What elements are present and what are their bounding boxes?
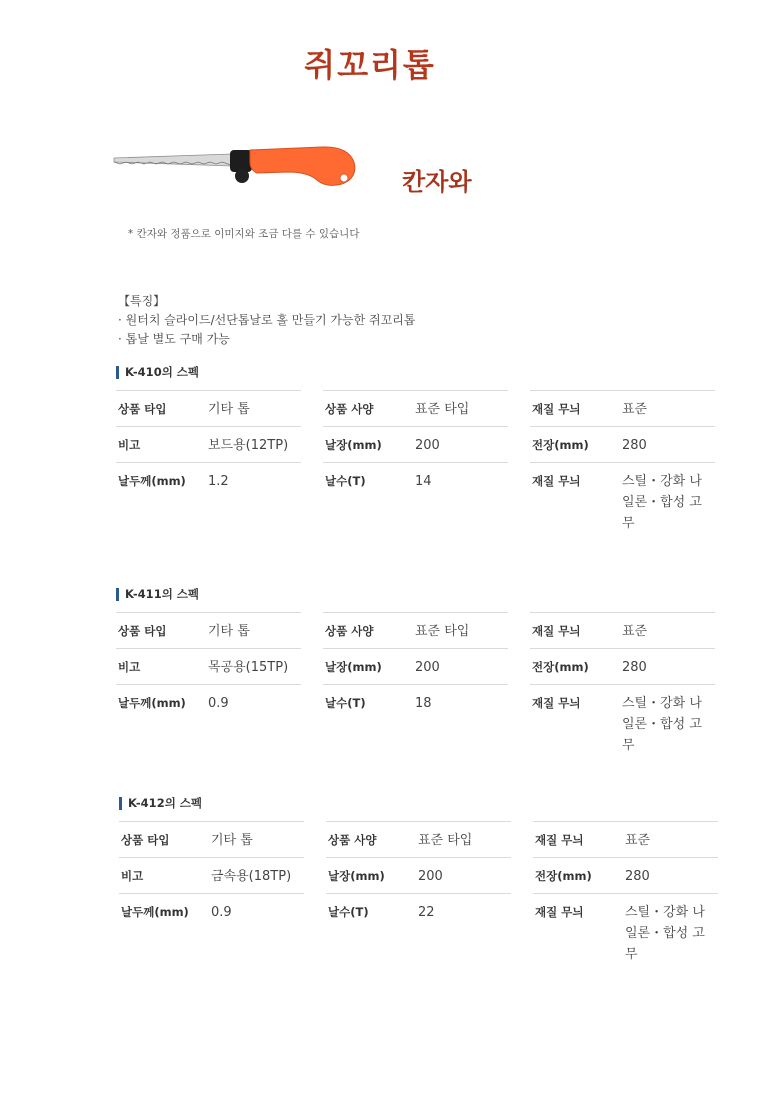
spec-label: 상품 사양 <box>325 624 374 638</box>
spec-value: 280 <box>622 438 647 453</box>
spec-cell <box>530 462 715 533</box>
spec-cell <box>323 648 508 684</box>
spec-cell <box>533 893 718 964</box>
spec-label: 재질 무늬 <box>535 833 584 847</box>
spec-cell <box>116 684 301 755</box>
spec-block-k410 <box>116 366 726 530</box>
spec-value: 스틸・강화 나일론・합성 고무 <box>622 474 702 531</box>
spec-value: 표준 타입 <box>415 624 470 639</box>
spec-label: 재질 무늬 <box>532 474 581 488</box>
spec-value: 200 <box>415 438 440 453</box>
spec-title: K-410의 스펙 <box>116 366 726 379</box>
spec-cell <box>323 684 508 755</box>
spec-cell <box>323 612 508 648</box>
spec-label: 날수(T) <box>328 905 369 919</box>
spec-cell <box>530 648 715 684</box>
spec-label: 비고 <box>118 438 141 452</box>
spec-value: 0.9 <box>208 696 229 711</box>
spec-value: 280 <box>622 660 647 675</box>
spec-title: K-412의 스펙 <box>119 797 729 810</box>
image-note: * 칸자와 정품으로 이미지와 조금 다를 수 있습니다 <box>128 228 360 240</box>
feature-item: · 톱날 별도 구매 가능 <box>118 332 230 346</box>
spec-value: 200 <box>418 869 443 884</box>
spec-label: 날장(mm) <box>325 438 382 452</box>
spec-value: 1.2 <box>208 474 229 489</box>
spec-column <box>530 390 715 533</box>
spec-label: 날장(mm) <box>328 869 385 883</box>
spec-value: 표준 <box>622 402 648 417</box>
spec-value: 스틸・강화 나일론・합성 고무 <box>622 696 702 753</box>
spec-column <box>533 821 718 964</box>
spec-value: 200 <box>415 660 440 675</box>
spec-cell <box>530 390 715 426</box>
saw-handle <box>250 147 355 185</box>
spec-cell <box>326 821 511 857</box>
spec-label: 날수(T) <box>325 696 366 710</box>
spec-value: 기타 톱 <box>208 402 250 417</box>
spec-label: 날두께(mm) <box>118 474 186 488</box>
spec-value: 22 <box>418 905 435 920</box>
spec-value: 0.9 <box>211 905 232 920</box>
spec-cell <box>116 648 301 684</box>
spec-cell <box>323 390 508 426</box>
spec-label: 재질 무늬 <box>532 624 581 638</box>
spec-cell <box>116 426 301 462</box>
spec-value: 스틸・강화 나일론・합성 고무 <box>625 905 705 962</box>
spec-label: 상품 사양 <box>325 402 374 416</box>
spec-cell <box>533 857 718 893</box>
spec-table <box>119 821 729 961</box>
spec-label: 재질 무늬 <box>532 402 581 416</box>
spec-cell <box>326 857 511 893</box>
spec-cell <box>119 857 304 893</box>
spec-value: 280 <box>625 869 650 884</box>
spec-cell <box>530 426 715 462</box>
spec-label: 전장(mm) <box>535 869 592 883</box>
spec-table <box>116 612 726 752</box>
spec-block-k411 <box>116 588 726 752</box>
spec-cell <box>323 426 508 462</box>
spec-cell <box>119 821 304 857</box>
spec-label: 날장(mm) <box>325 660 382 674</box>
saw-clamp <box>230 150 252 172</box>
spec-table <box>116 390 726 530</box>
spec-value: 보드용(12TP) <box>208 438 289 453</box>
spec-block-k412 <box>119 797 729 961</box>
brand-name: 칸자와 <box>402 168 472 196</box>
spec-label: 비고 <box>121 869 144 883</box>
saw-knob <box>235 169 249 183</box>
spec-label: 상품 사양 <box>328 833 377 847</box>
spec-cell <box>323 462 508 533</box>
spec-column <box>326 821 511 964</box>
spec-label: 비고 <box>118 660 141 674</box>
spec-cell <box>530 684 715 755</box>
spec-cell <box>119 893 304 964</box>
spec-value: 목공용(15TP) <box>208 660 289 675</box>
spec-label: 상품 타입 <box>118 402 167 416</box>
spec-value: 금속용(18TP) <box>211 869 292 884</box>
spec-label: 전장(mm) <box>532 660 589 674</box>
spec-column <box>116 612 301 755</box>
spec-label: 날두께(mm) <box>118 696 186 710</box>
spec-cell <box>116 390 301 426</box>
spec-cell <box>116 462 301 533</box>
spec-label: 재질 무늬 <box>532 696 581 710</box>
spec-column <box>530 612 715 755</box>
spec-label: 상품 타입 <box>118 624 167 638</box>
spec-value: 기타 톱 <box>208 624 250 639</box>
spec-column <box>323 612 508 755</box>
spec-cell <box>116 612 301 648</box>
spec-value: 표준 타입 <box>418 833 473 848</box>
spec-label: 재질 무늬 <box>535 905 584 919</box>
spec-value: 14 <box>415 474 432 489</box>
spec-label: 날수(T) <box>325 474 366 488</box>
saw-product-image <box>112 140 362 200</box>
spec-value: 표준 타입 <box>415 402 470 417</box>
spec-label: 날두께(mm) <box>121 905 189 919</box>
spec-cell <box>326 893 511 964</box>
feature-item: · 원터치 슬라이드/선단톱날로 홀 만들기 가능한 쥐꼬리톱 <box>118 313 416 327</box>
spec-column <box>323 390 508 533</box>
spec-value: 18 <box>415 696 432 711</box>
spec-label: 전장(mm) <box>532 438 589 452</box>
spec-value: 표준 <box>625 833 651 848</box>
features-section <box>118 292 415 349</box>
spec-cell <box>533 821 718 857</box>
page-title: 쥐꼬리톱 <box>304 46 436 84</box>
features-heading: 【특징】 <box>118 294 166 308</box>
spec-value: 기타 톱 <box>211 833 253 848</box>
spec-title: K-411의 스펙 <box>116 588 726 601</box>
handle-hole <box>340 174 348 182</box>
spec-column <box>116 390 301 533</box>
spec-value: 표준 <box>622 624 648 639</box>
spec-cell <box>530 612 715 648</box>
spec-column <box>119 821 304 964</box>
spec-label: 상품 타입 <box>121 833 170 847</box>
